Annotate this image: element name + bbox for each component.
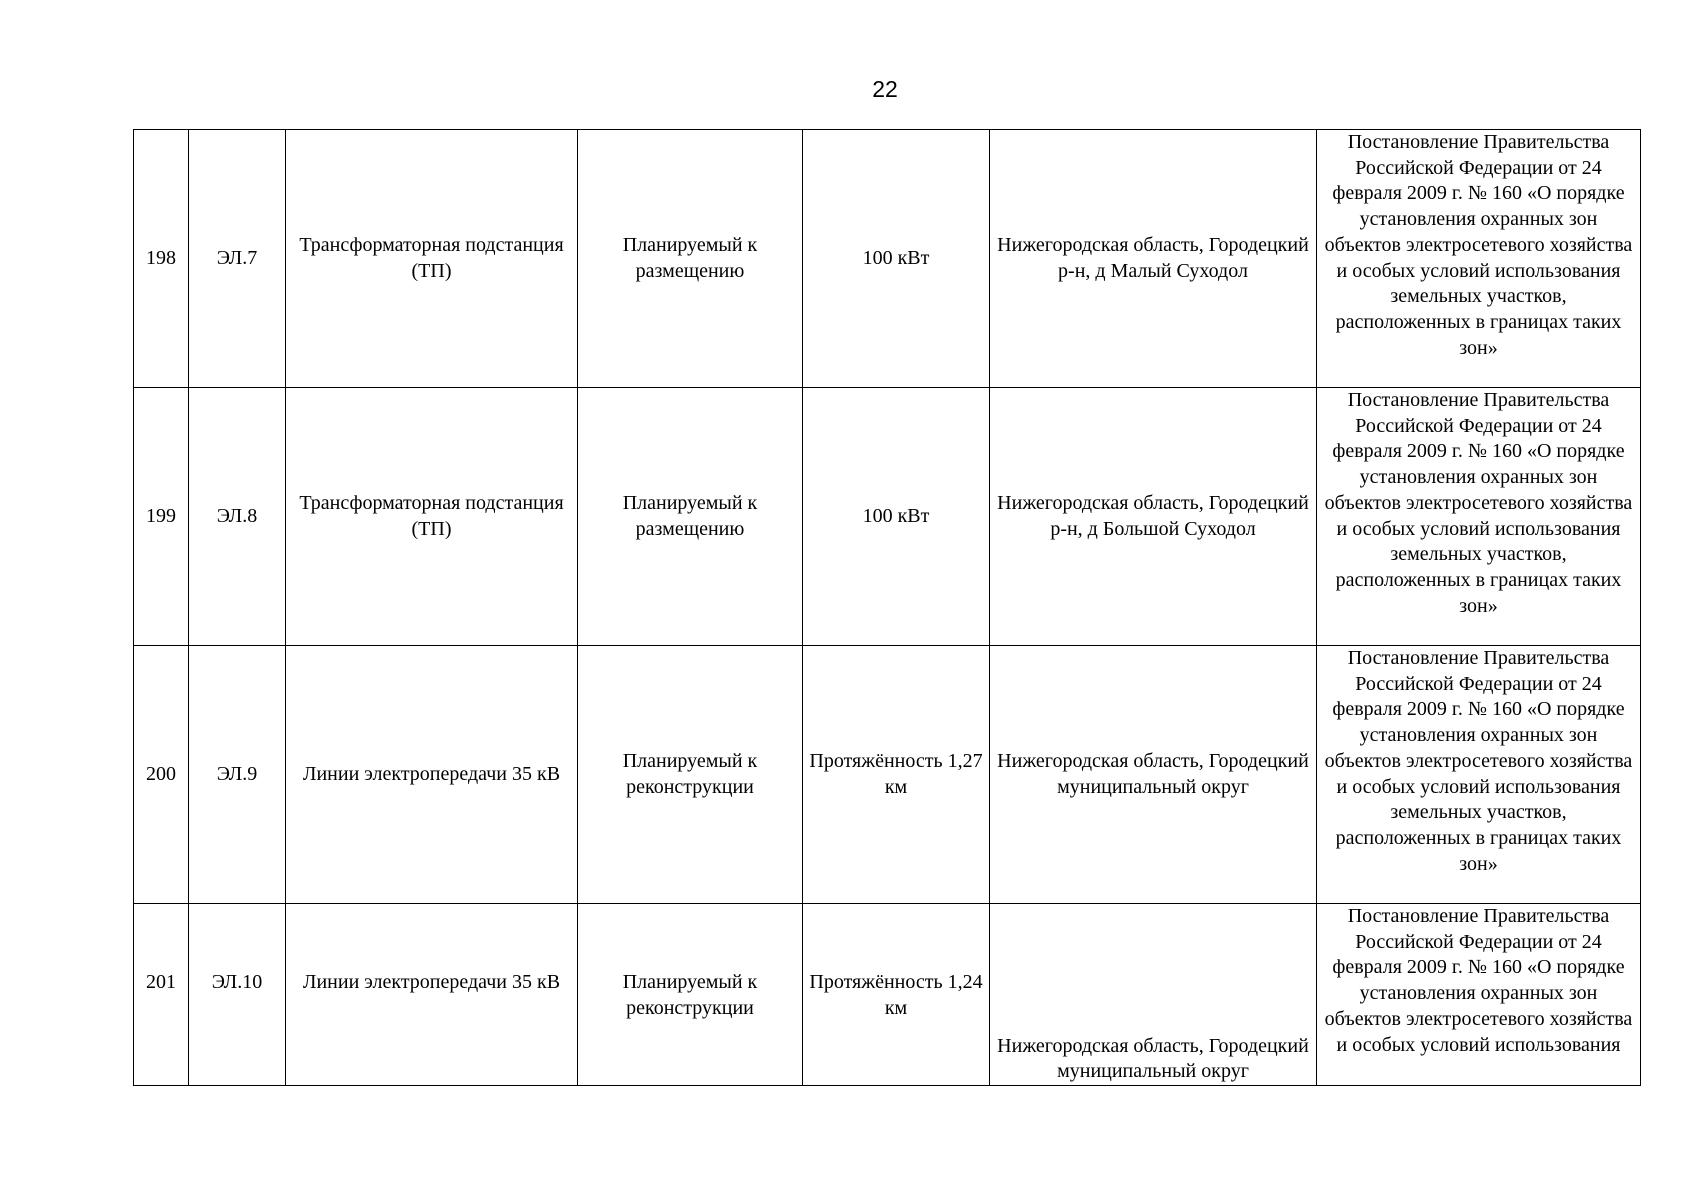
page-number: 22 <box>872 76 898 102</box>
legal-basis-cell: Постановление Правительства Российской Федерации от 24 февраля 2009 г. № 160 «О порядке установления охранных зон объектов электросетевого хозяйства и особых условий использования земельных участков, расположенных в границах таких зон» <box>1317 646 1641 904</box>
object-characteristic-cell: 100 кВт <box>803 388 990 646</box>
row-number-cell: 200 <box>134 646 189 904</box>
object-code-cell: ЭЛ.8 <box>189 388 286 646</box>
object-status-cell: Планируемый к реконструкции <box>578 646 803 904</box>
legal-basis-cell: Постановление Правительства Российской Федерации от 24 февраля 2009 г. № 160 «О порядке установления охранных зон объектов электросетевого хозяйства и особых условий использования земельных участков, расположенных в границах таких зон» <box>1317 130 1641 388</box>
object-location-cell: Нижегородская область, Городецкий р-н, д Малый Суходол <box>990 130 1317 388</box>
object-status-cell: Планируемый к размещению <box>578 388 803 646</box>
table-row <box>134 130 1641 388</box>
object-code-cell: ЭЛ.10 <box>189 904 286 1086</box>
object-code-cell: ЭЛ.9 <box>189 646 286 904</box>
object-status-cell: Планируемый к размещению <box>578 130 803 388</box>
object-characteristic-cell: Протяжённость 1,27 км <box>803 646 990 904</box>
object-location-cell: Нижегородская область, Городецкий муниципальный округ <box>990 646 1317 904</box>
table-row <box>134 646 1641 904</box>
object-name-cell: Трансформаторная подстанция (ТП) <box>286 388 578 646</box>
object-status-cell: Планируемый к реконструкции <box>578 904 803 1086</box>
object-name-cell: Трансформаторная подстанция (ТП) <box>286 130 578 388</box>
table-row <box>134 904 1641 1086</box>
legal-basis-cell: Постановление Правительства Российской Федерации от 24 февраля 2009 г. № 160 «О порядке установления охранных зон объектов электросетевого хозяйства и особых условий использования <box>1317 904 1641 1086</box>
row-number-cell: 198 <box>134 130 189 388</box>
objects-table <box>133 129 1641 1086</box>
row-number-cell: 199 <box>134 388 189 646</box>
object-location-cell: Нижегородская область, Городецкий р-н, д Большой Суходол <box>990 388 1317 646</box>
object-location-cell: Нижегородская область, Городецкий муниципальный округ <box>990 904 1317 1086</box>
object-code-cell: ЭЛ.7 <box>189 130 286 388</box>
table-row <box>134 388 1641 646</box>
object-characteristic-cell: Протяжённость 1,24 км <box>803 904 990 1086</box>
row-number-cell: 201 <box>134 904 189 1086</box>
object-name-cell: Линии электропередачи 35 кВ <box>286 904 578 1086</box>
object-characteristic-cell: 100 кВт <box>803 130 990 388</box>
object-name-cell: Линии электропередачи 35 кВ <box>286 646 578 904</box>
legal-basis-cell: Постановление Правительства Российской Федерации от 24 февраля 2009 г. № 160 «О порядке установления охранных зон объектов электросетевого хозяйства и особых условий использования земельных участков, расположенных в границах таких зон» <box>1317 388 1641 646</box>
